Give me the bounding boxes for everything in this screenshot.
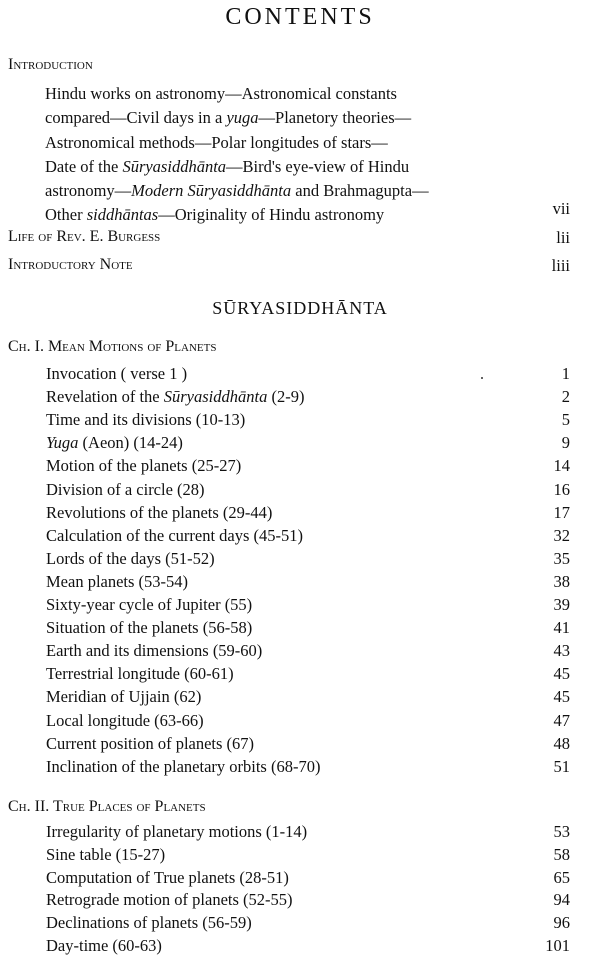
toc-page-number: 45: [553, 687, 570, 707]
intro-line: Hindu works on astronomy—Astronomical constants: [45, 84, 397, 103]
toc-page-number: 51: [553, 756, 570, 776]
toc-page-number: 16: [553, 479, 570, 499]
toc-entry: Local longitude (63-66): [46, 710, 204, 730]
toc-entry: Earth and its dimensions (59-60): [46, 641, 263, 661]
introduction-summary: [45, 82, 570, 228]
life-heading: Life of Rev. E. Burgess: [8, 228, 161, 245]
introduction-page: vii: [552, 199, 570, 218]
toc-page-number: 43: [553, 641, 570, 661]
toc-entry: Calculation of the current days (45-51): [46, 525, 304, 545]
toc-entry: Division of a circle (28): [46, 479, 205, 499]
intro-line: compared—Civil days in a yuga—Planetory theories—: [45, 108, 412, 128]
toc-entry: Declinations of planets (56-59): [46, 913, 252, 933]
toc-entry: Revolutions of the planets (29-44): [46, 502, 273, 522]
toc-page-number: 48: [553, 733, 570, 753]
chapter2-heading: Ch. II. True Places of Planets: [8, 798, 206, 815]
toc-entry: Irregularity of planetary motions (1-14): [46, 822, 308, 841]
toc-entry: Retrograde motion of planets (52-55): [46, 890, 293, 910]
toc-page-number: 5: [561, 410, 570, 430]
toc-page-number: 94: [553, 890, 570, 910]
stray-mark: [481, 377, 483, 379]
toc-page-number: 53: [553, 822, 570, 841]
intro-line: Astronomical methods—Polar longitudes of stars—: [45, 132, 388, 152]
intro-line: Other siddhāntas—Originality of Hindu astronomy: [45, 205, 385, 225]
toc-entry: Mean planets (53-54): [46, 571, 189, 591]
toc-page-number: 47: [553, 710, 570, 730]
note-heading: Introductory Note: [8, 256, 133, 273]
chapter1-heading: Ch. I. Mean Motions of Planets: [8, 338, 217, 355]
toc-entry: Motion of the planets (25-27): [46, 456, 242, 476]
toc-entry: Computation of True planets (28-51): [46, 867, 289, 887]
toc-entry: Current position of planets (67): [46, 733, 255, 753]
toc-entry: Invocation ( verse 1 ): [46, 364, 188, 383]
toc-entry: Terrestrial longitude (60-61): [46, 664, 234, 684]
toc-entry: Meridian of Ujjain (62): [46, 687, 202, 707]
intro-line: astronomy—Modern Sūryasiddhānta and Brahmagupta—: [45, 181, 429, 201]
toc-page-number: 58: [553, 844, 570, 864]
introduction-heading: Introduction: [8, 56, 93, 73]
toc-entry: Day-time (60-63): [46, 936, 162, 955]
toc-page-number: 38: [553, 571, 570, 591]
toc-page-number: 1: [561, 364, 570, 383]
toc-page-number: 9: [561, 433, 570, 453]
toc-page-number: 39: [553, 595, 570, 614]
intro-line: Date of the Sūryasiddhānta—Bird's eye-view of Hindu: [45, 156, 410, 176]
toc-entry: Inclination of the planetary orbits (68-70): [46, 756, 321, 776]
toc-page-number: 14: [553, 456, 570, 476]
toc-entry: Sixty-year cycle of Jupiter (55): [46, 595, 253, 614]
toc-entry: Situation of the planets (56-58): [46, 618, 253, 638]
toc-entry: Revelation of the Sūryasiddhānta (2-9): [46, 387, 305, 407]
life-page: lii: [556, 228, 570, 247]
toc-page-number: 2: [561, 387, 570, 407]
toc-page-number: 65: [553, 867, 570, 887]
toc-page-number: 32: [553, 525, 570, 545]
toc-page-number: 96: [553, 913, 570, 933]
toc-entry: Lords of the days (51-52): [46, 548, 215, 568]
toc-entry: Sine table (15-27): [46, 844, 166, 864]
toc-page-number: 17: [553, 502, 570, 522]
toc-page-number: 101: [545, 936, 570, 955]
toc-entry: Time and its divisions (10-13): [46, 410, 246, 430]
section-title: SŪRYASIDDHĀNTA: [212, 298, 388, 318]
toc-page-number: 45: [553, 664, 570, 684]
toc-page-number: 41: [553, 618, 570, 638]
page-title: CONTENTS: [225, 4, 375, 30]
note-page: liii: [551, 256, 570, 275]
toc-page-number: 35: [553, 548, 570, 568]
toc-entry: Yuga (Aeon) (14-24): [46, 433, 183, 453]
